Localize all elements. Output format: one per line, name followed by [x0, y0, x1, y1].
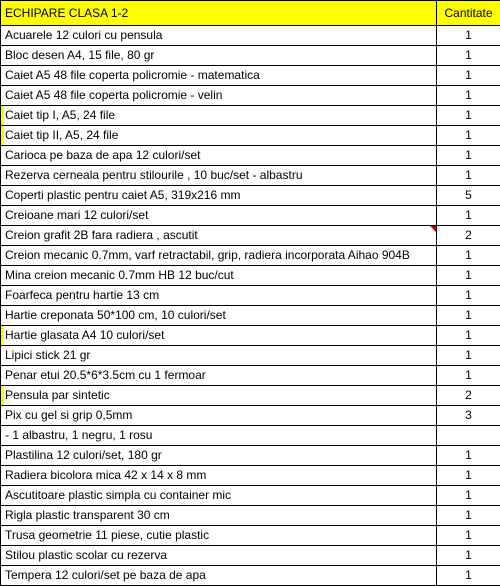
table-row — [1, 226, 500, 246]
table-row — [1, 366, 500, 386]
item-cell[interactable]: Caiet A5 48 file coperta policromie - velin — [1, 86, 437, 106]
quantity-cell[interactable]: 5 — [437, 186, 500, 206]
table-row — [1, 46, 500, 66]
cell-highlight-marker — [1, 386, 4, 405]
table-row — [1, 486, 500, 506]
cell-highlight-marker — [1, 326, 4, 345]
item-cell[interactable]: - 1 albastru, 1 negru, 1 rosu — [1, 426, 437, 446]
quantity-cell[interactable]: 1 — [437, 286, 500, 306]
table-row — [1, 526, 500, 546]
quantity-cell[interactable]: 1 — [437, 326, 500, 346]
quantity-cell[interactable]: 1 — [437, 86, 500, 106]
quantity-cell[interactable]: 1 — [437, 266, 500, 286]
quantity-cell[interactable] — [437, 426, 500, 446]
item-cell[interactable]: Pix cu gel si grip 0,5mm — [1, 406, 437, 426]
item-cell[interactable]: Ascutitoare plastic simpla cu container mic — [1, 486, 437, 506]
quantity-cell[interactable]: 1 — [437, 166, 500, 186]
item-cell[interactable]: Radiera bicolora mica 42 x 14 x 8 mm — [1, 466, 437, 486]
item-cell[interactable]: Tempera 12 culori/set pe baza de apa — [1, 566, 437, 586]
quantity-cell[interactable]: 1 — [437, 506, 500, 526]
item-cell[interactable]: Rigla plastic transparent 30 cm — [1, 506, 437, 526]
item-cell[interactable]: Trusa geometrie 11 piese, cutie plastic — [1, 526, 437, 546]
quantity-cell[interactable]: 1 — [437, 26, 500, 46]
quantity-cell[interactable]: 1 — [437, 546, 500, 566]
quantity-cell[interactable]: 2 — [437, 226, 500, 246]
header-row — [1, 1, 500, 26]
item-cell[interactable]: Pensula par sintetic — [1, 386, 437, 406]
item-cell[interactable]: Creion mecanic 0.7mm, varf retractabil, grip, radiera incorporata Aihao 904B — [1, 246, 437, 266]
item-cell[interactable]: Lipici stick 21 gr — [1, 346, 437, 366]
table-row — [1, 386, 500, 406]
item-cell[interactable]: Acuarele 12 culori cu pensula — [1, 26, 437, 46]
quantity-cell[interactable]: 1 — [437, 306, 500, 326]
quantity-cell[interactable]: 1 — [437, 526, 500, 546]
quantity-cell[interactable]: 1 — [437, 486, 500, 506]
table-row — [1, 466, 500, 486]
table-row — [1, 546, 500, 566]
quantity-cell[interactable]: 2 — [437, 386, 500, 406]
table-row — [1, 146, 500, 166]
cell-highlight-marker — [1, 126, 4, 145]
item-cell[interactable]: Carioca pe baza de apa 12 culori/set — [1, 146, 437, 166]
item-cell[interactable]: Creion grafit 2B fara radiera , ascutit — [1, 226, 437, 246]
quantity-cell[interactable]: 1 — [437, 446, 500, 466]
cell-highlight-marker — [1, 106, 4, 125]
table-row — [1, 246, 500, 266]
table-row — [1, 306, 500, 326]
quantity-cell[interactable]: 1 — [437, 246, 500, 266]
table-row — [1, 206, 500, 226]
quantity-cell[interactable]: 1 — [437, 146, 500, 166]
item-cell[interactable]: Hartie glasata A4 10 culori/set — [1, 326, 437, 346]
item-cell[interactable]: Coperti plastic pentru caiet A5, 319x216 mm — [1, 186, 437, 206]
quantity-cell[interactable]: 1 — [437, 66, 500, 86]
table-row — [1, 266, 500, 286]
item-cell[interactable]: Bloc desen A4, 15 file, 80 gr — [1, 46, 437, 66]
quantity-cell[interactable]: 1 — [437, 346, 500, 366]
quantity-cell[interactable]: 1 — [437, 366, 500, 386]
table-row — [1, 346, 500, 366]
header-qty-cell[interactable]: Cantitate — [437, 1, 500, 26]
item-cell[interactable]: Rezerva cerneala pentru stilourile , 10 buc/set - albastru — [1, 166, 437, 186]
quantity-cell[interactable]: 1 — [437, 46, 500, 66]
table-row — [1, 286, 500, 306]
quantity-cell[interactable]: 1 — [437, 566, 500, 586]
item-cell[interactable]: Creioane mari 12 culori/set — [1, 206, 437, 226]
table-row — [1, 326, 500, 346]
quantity-cell[interactable]: 1 — [437, 206, 500, 226]
table-row — [1, 426, 500, 446]
item-cell[interactable]: Plastilina 12 culori/set, 180 gr — [1, 446, 437, 466]
comment-indicator-icon[interactable] — [430, 226, 436, 232]
item-cell[interactable]: Caiet tip I, A5, 24 file — [1, 106, 437, 126]
item-cell[interactable]: Foarfeca pentru hartie 13 cm — [1, 286, 437, 306]
table-row — [1, 186, 500, 206]
table-row — [1, 106, 500, 126]
item-cell[interactable]: Penar etui 20.5*6*3.5cm cu 1 fermoar — [1, 366, 437, 386]
item-cell[interactable]: Stilou plastic scolar cu rezerva — [1, 546, 437, 566]
item-cell[interactable]: Mina creion mecanic 0.7mm HB 12 buc/cut — [1, 266, 437, 286]
item-cell[interactable]: Caiet A5 48 file coperta policromie - matematica — [1, 66, 437, 86]
table-row — [1, 446, 500, 466]
table-row — [1, 26, 500, 46]
table-row — [1, 506, 500, 526]
item-cell[interactable]: Hartie creponata 50*100 cm, 10 culori/set — [1, 306, 437, 326]
quantity-cell[interactable]: 3 — [437, 406, 500, 426]
table-row — [1, 66, 500, 86]
table-row — [1, 126, 500, 146]
quantity-cell[interactable]: 1 — [437, 126, 500, 146]
table-row — [1, 166, 500, 186]
header-title-cell[interactable]: ECHIPARE CLASA 1-2 — [1, 1, 437, 26]
table-row — [1, 86, 500, 106]
item-cell[interactable]: Caiet tip II, A5, 24 file — [1, 126, 437, 146]
quantity-cell[interactable]: 1 — [437, 106, 500, 126]
table-row — [1, 406, 500, 426]
quantity-cell[interactable]: 1 — [437, 466, 500, 486]
